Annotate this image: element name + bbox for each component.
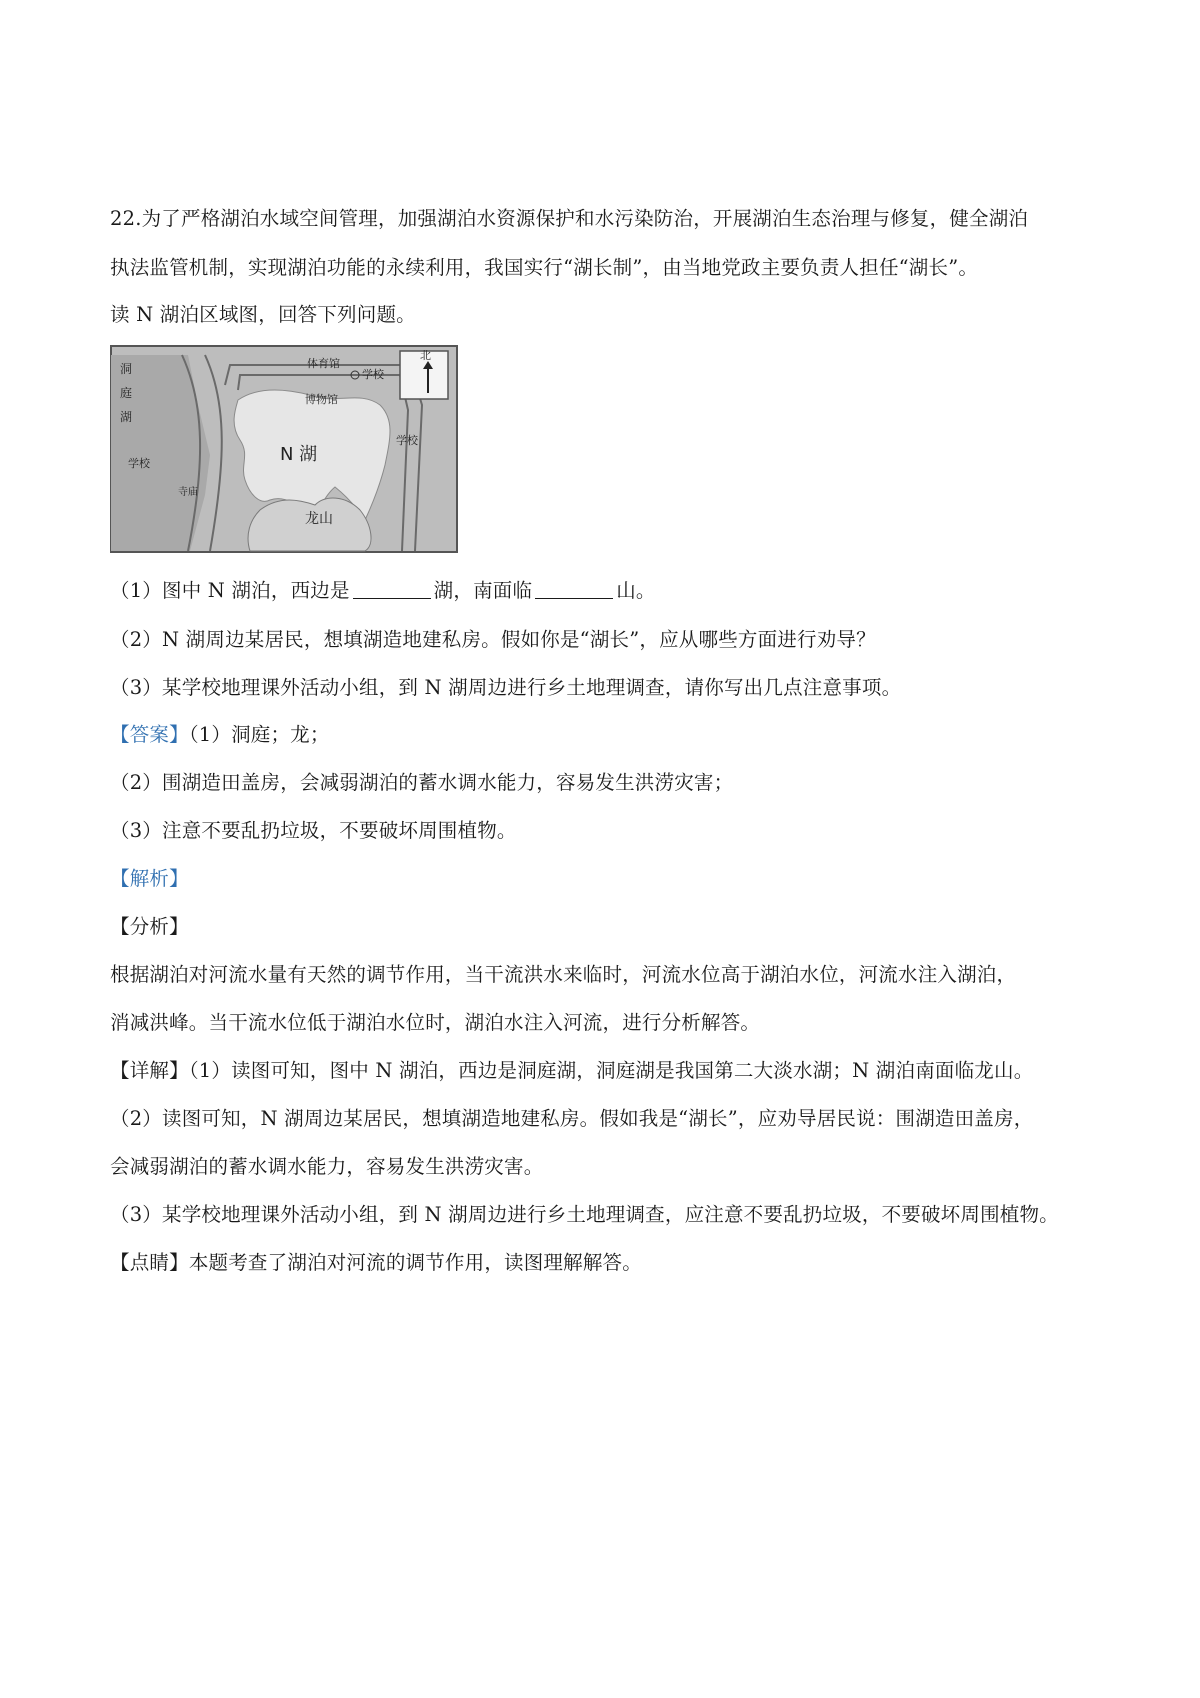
blank-1 <box>353 580 431 599</box>
detail-line-1 <box>110 1058 1100 1084</box>
map-label-museum: 博物馆 <box>305 393 338 406</box>
map-label-n-lake: N 湖 <box>280 444 318 465</box>
q1-part-a: （1）图中 N 湖泊，西边是 <box>110 579 350 602</box>
north-arrow-icon: 北 <box>420 349 431 362</box>
dianjing-line <box>110 1250 1100 1276</box>
analysis-paragraph-1: 根据湖泊对河流水量有天然的调节作用，当干流洪水来临时，河流水位高于湖泊水位，河流水注入湖泊， <box>110 963 1017 986</box>
question-line-2: 执法监管机制，实现湖泊功能的永续利用，我国实行“湖长制”，由当地党政主要负责人担任“湖长”。 <box>110 256 979 279</box>
fenxi-label: 【分析】 <box>110 915 189 938</box>
q1-part-b: 湖，南面临 <box>433 579 533 602</box>
detail-line-2: （2）读图可知，N 湖周边某居民，想填湖造地建私房。假如我是“湖长”，应劝导居民说：围湖造田盖房， <box>110 1107 1034 1130</box>
map-label-dongting-3: 湖 <box>120 410 133 424</box>
question-line-3: 读 N 湖泊区域图，回答下列问题。 <box>110 303 416 326</box>
question-line-1: 22.为了严格湖泊水域空间管理，加强湖泊水资源保护和水污染防治，开展湖泊生态治理与修复，健全湖泊 <box>110 207 1029 230</box>
answer-line-2: （2）围湖造田盖房，会减弱湖泊的蓄水调水能力，容易发生洪涝灾害； <box>110 771 734 794</box>
answer-line-3: （3）注意不要乱扔垃圾，不要破坏周围植物。 <box>110 819 517 842</box>
map-label-dongting-1: 洞 <box>120 362 133 376</box>
map-label-mountain: 龙山 <box>305 511 333 527</box>
lake-region-map <box>110 345 458 553</box>
dianjing-label: 【点睛】 <box>110 1251 189 1274</box>
sub-question-3: （3）某学校地理课外活动小组，到 N 湖周边进行乡土地理调查，请你写出几点注意事项。 <box>110 676 902 699</box>
detail-1: （1）读图可知，图中 N 湖泊，西边是洞庭湖，洞庭湖是我国第二大淡水湖；N 湖泊南面临龙山。 <box>188 1059 1034 1082</box>
answer-line-1 <box>110 722 1100 748</box>
answer-label: 【答案】 <box>110 723 189 746</box>
detail-line-2b: 会减弱湖泊的蓄水调水能力，容易发生洪涝灾害。 <box>110 1155 544 1178</box>
q1-part-c: 山。 <box>616 579 656 602</box>
map-label-school-left: 学校 <box>128 457 150 470</box>
analysis-label: 【解析】 <box>110 867 189 890</box>
map-label-gym: 体育馆 <box>307 357 340 370</box>
detail-label: 【详解】 <box>110 1059 189 1082</box>
blank-2 <box>535 580 613 599</box>
analysis-paragraph-2: 消减洪峰。当干流水位低于湖泊水位时，湖泊水注入河流，进行分析解答。 <box>110 1011 761 1034</box>
map-label-school-right: 学校 <box>396 434 418 447</box>
map-label-temple: 寺庙 <box>178 487 198 498</box>
map-label-dongting-2: 庭 <box>120 386 133 400</box>
answer-1: （1）洞庭；龙； <box>188 723 330 746</box>
map-label-school-top: 学校 <box>362 368 384 381</box>
sub-question-1 <box>110 578 1100 604</box>
dianjing-text: 本题考查了湖泊对河流的调节作用，读图理解解答。 <box>188 1251 642 1274</box>
sub-question-2: （2）N 湖周边某居民，想填湖造地建私房。假如你是“湖长”，应从哪些方面进行劝导？ <box>110 628 876 651</box>
detail-line-3: （3）某学校地理课外活动小组，到 N 湖周边进行乡土地理调查，应注意不要乱扔垃圾，不要破坏周围植物。 <box>110 1203 1059 1226</box>
